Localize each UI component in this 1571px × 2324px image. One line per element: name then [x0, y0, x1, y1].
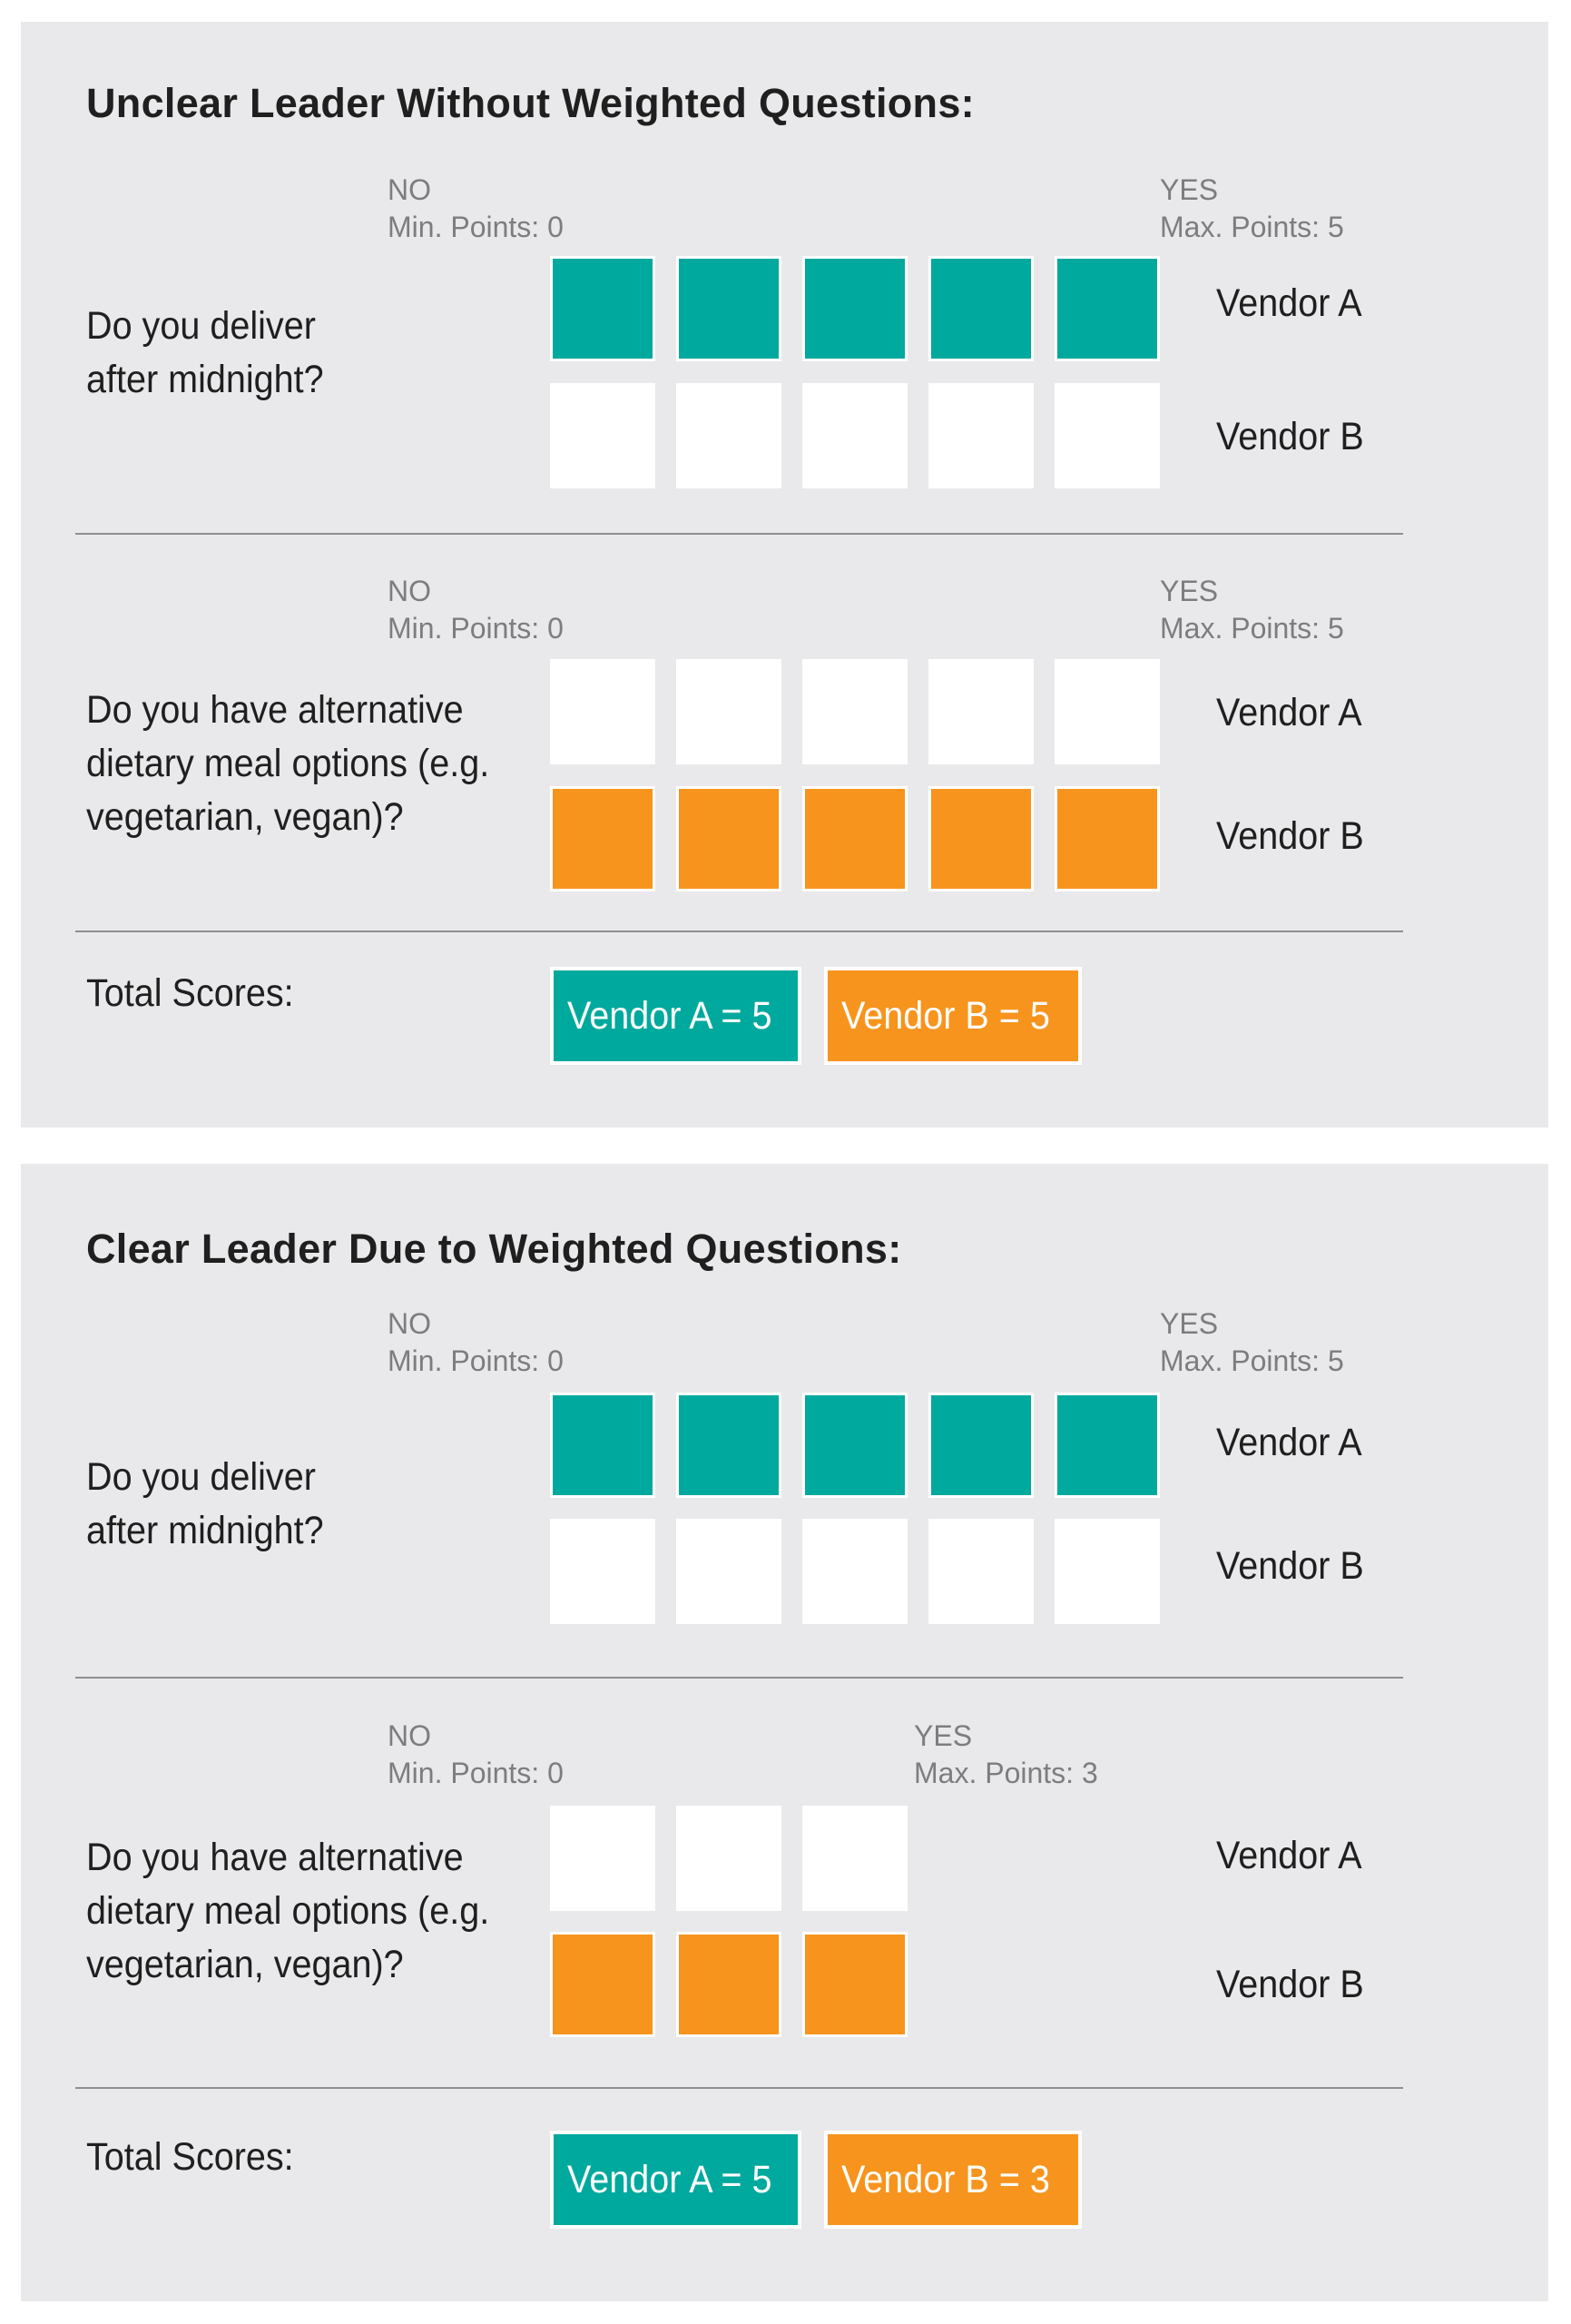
empty-point-box — [928, 383, 1034, 488]
filled-point-box — [802, 786, 908, 891]
filled-point-box — [550, 256, 655, 361]
empty-point-box — [928, 659, 1034, 764]
empty-point-box — [550, 383, 655, 488]
vendor-a-total-badge: Vendor A = 5 — [550, 967, 801, 1065]
filled-point-box — [676, 1393, 781, 1498]
empty-point-box — [676, 1806, 781, 1911]
divider — [75, 931, 1403, 932]
question-text: Do you deliver after midnight? — [86, 1455, 324, 1552]
total-scores-label: Total Scores: — [86, 2135, 294, 2179]
scale-min-label: NO Min. Points: 0 — [388, 1307, 564, 1377]
filled-point-box — [1055, 1393, 1160, 1498]
filled-point-box — [550, 1932, 655, 2037]
scale-min-label: NO Min. Points: 0 — [388, 1719, 564, 1789]
empty-point-box — [802, 659, 908, 764]
scale-min-label: NO Min. Points: 0 — [388, 173, 564, 243]
scale-max-label: YES Max. Points: 3 — [914, 1719, 1098, 1789]
weighted-panel — [21, 1164, 1548, 2301]
empty-point-box — [1055, 383, 1160, 488]
total-scores-label: Total Scores: — [86, 971, 294, 1015]
filled-point-box — [802, 1932, 908, 2037]
unweighted-panel — [21, 22, 1548, 1128]
scale-min-label: NO Min. Points: 0 — [388, 575, 564, 645]
question-text: Do you have alternative dietary meal options (e.g. vegetarian, vegan)? — [86, 1836, 490, 1986]
filled-point-box — [802, 1393, 908, 1498]
filled-point-box — [676, 786, 781, 891]
empty-point-box — [676, 1519, 781, 1624]
empty-point-box — [676, 659, 781, 764]
vendor-b-total-badge: Vendor B = 5 — [824, 967, 1082, 1065]
empty-point-box — [1055, 1519, 1160, 1624]
vendor-b-label: Vendor B — [1216, 814, 1364, 858]
filled-point-box — [928, 786, 1034, 891]
scale-max-label: YES Max. Points: 5 — [1160, 575, 1344, 645]
vendor-b-total-badge: Vendor B = 3 — [824, 2131, 1082, 2229]
filled-point-box — [1055, 256, 1160, 361]
vendor-b-label: Vendor B — [1216, 415, 1364, 458]
vendor-a-label: Vendor A — [1216, 1421, 1362, 1464]
empty-point-box — [1055, 659, 1160, 764]
filled-point-box — [928, 256, 1034, 361]
filled-point-box — [676, 1932, 781, 2037]
scale-max-label: YES Max. Points: 5 — [1160, 173, 1344, 243]
filled-point-box — [1055, 786, 1160, 891]
empty-point-box — [802, 1519, 908, 1624]
panel-title: Unclear Leader Without Weighted Questions: — [86, 80, 975, 126]
empty-point-box — [550, 1806, 655, 1911]
question-text: Do you have alternative dietary meal options (e.g. vegetarian, vegan)? — [86, 688, 490, 839]
empty-point-box — [802, 383, 908, 488]
empty-point-box — [676, 383, 781, 488]
panel-title: Clear Leader Due to Weighted Questions: — [86, 1226, 902, 1272]
empty-point-box — [928, 1519, 1034, 1624]
filled-point-box — [550, 1393, 655, 1498]
filled-point-box — [802, 256, 908, 361]
vendor-a-label: Vendor A — [1216, 691, 1362, 734]
empty-point-box — [550, 659, 655, 764]
filled-point-box — [550, 786, 655, 891]
vendor-a-label: Vendor A — [1216, 281, 1362, 325]
vendor-b-label: Vendor B — [1216, 1544, 1364, 1588]
empty-point-box — [802, 1806, 908, 1911]
divider — [75, 533, 1403, 535]
question-text: Do you deliver after midnight? — [86, 304, 324, 401]
filled-point-box — [928, 1393, 1034, 1498]
vendor-b-label: Vendor B — [1216, 1963, 1364, 2006]
empty-point-box — [550, 1519, 655, 1624]
divider — [75, 1677, 1403, 1679]
vendor-a-total-badge: Vendor A = 5 — [550, 2131, 801, 2229]
divider — [75, 2087, 1403, 2089]
vendor-a-label: Vendor A — [1216, 1834, 1362, 1877]
filled-point-box — [676, 256, 781, 361]
scale-max-label: YES Max. Points: 5 — [1160, 1307, 1344, 1377]
